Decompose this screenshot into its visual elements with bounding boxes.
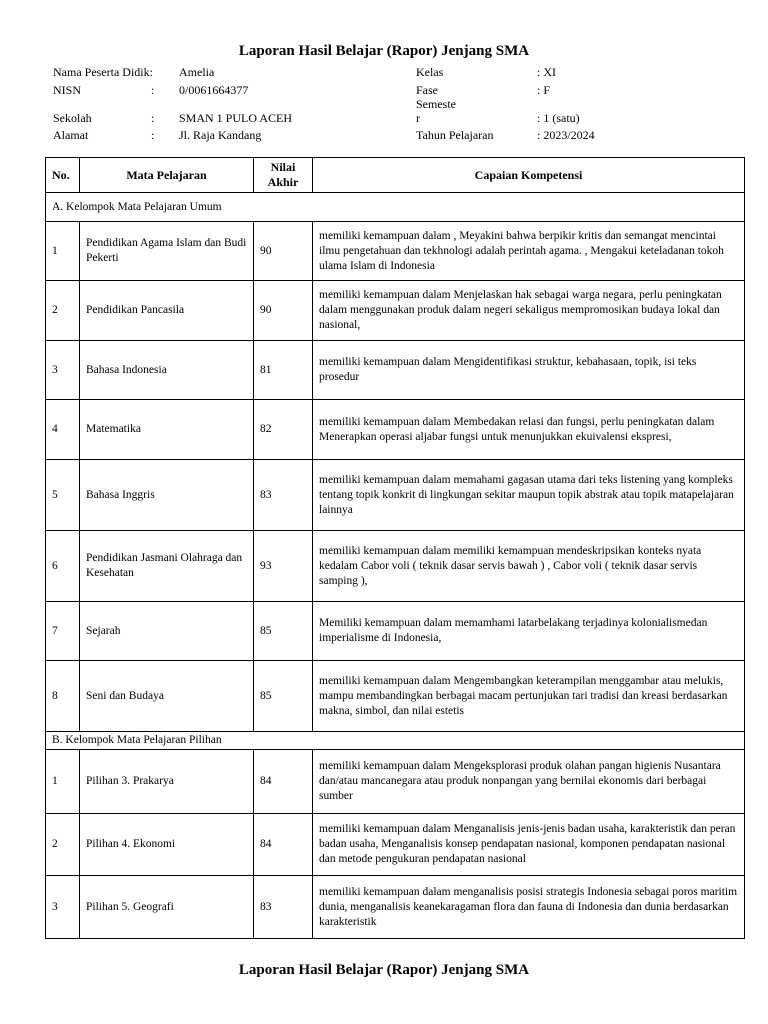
row-competency: memiliki kemampuan dalam menganalisis posisi strategis Indonesia sebagai poros maritim dunia, menganalisis keanekaragaman flora dan fauna di Indonesia dan dunia berdasarkan karakteristik	[313, 876, 745, 939]
header-capaian-kompetensi: Capaian Kompetensi	[313, 158, 745, 193]
semester-label-line1: Semeste	[416, 97, 456, 111]
nisn-separator: :	[151, 83, 155, 97]
table-row	[46, 876, 745, 939]
row-number: 5	[46, 460, 80, 531]
row-score: 85	[254, 602, 313, 661]
table-row	[46, 531, 745, 602]
row-score: 82	[254, 400, 313, 460]
row-subject: Pendidikan Agama Islam dan Budi Pekerti	[80, 222, 254, 281]
header-no: No.	[46, 158, 80, 193]
row-subject: Pilihan 5. Geografi	[80, 876, 254, 939]
table-row	[46, 814, 745, 876]
row-score: 85	[254, 661, 313, 732]
report-title-repeat: Laporan Hasil Belajar (Rapor) Jenjang SMA	[238, 962, 530, 978]
alamat-separator: :	[151, 128, 155, 142]
row-score: 81	[254, 341, 313, 400]
row-number: 2	[46, 814, 80, 876]
row-competency: memiliki kemampuan dalam Menjelaskan hak sebagai warga negara, perlu peningkatan dalam menggunakan produk dalam negeri sekaligus mempromosikan budaya lokal dan nasional,	[313, 281, 745, 341]
row-number: 3	[46, 876, 80, 939]
row-score: 83	[254, 460, 313, 531]
row-competency: memiliki kemampuan dalam Mengidentifikasi struktur, kebahasaan, topik, isi teks prosedur	[313, 341, 745, 400]
alamat-label: Alamat	[53, 128, 89, 142]
tahun-label: Tahun Pelajaran	[416, 128, 494, 142]
row-number: 8	[46, 661, 80, 732]
table-row	[46, 750, 745, 814]
table-header-row	[46, 158, 745, 193]
header-nilai-line2: Akhir	[267, 175, 299, 189]
row-subject: Pendidikan Jasmani Olahraga dan Kesehatan	[80, 531, 254, 602]
table-row	[46, 602, 745, 661]
row-competency: Memiliki kemampuan dalam memamhami latarbelakang terjadinya kolonialismedan imperialisme di Indonesia,	[313, 602, 745, 661]
sekolah-separator: :	[151, 111, 155, 125]
row-subject: Bahasa Inggris	[80, 460, 254, 531]
nisn-value: 0/0061664377	[179, 83, 249, 97]
row-score: 83	[254, 876, 313, 939]
table-row	[46, 460, 745, 531]
row-number: 1	[46, 750, 80, 814]
table-row	[46, 661, 745, 732]
kelas-label: Kelas	[416, 65, 444, 79]
row-competency: memiliki kemampuan dalam Mengembangkan keterampilan menggambar atau melukis, mampu membandingkan berbagai macam pertunjukan tari tradisi dan kreasi berdasarkan makna, simbol, dan nilai estetis	[313, 661, 745, 732]
semester-value: : 1 (satu)	[537, 111, 580, 125]
row-competency: memiliki kemampuan dalam memahami gagasan utama dari teks listening yang kompleks tentang topik konkrit di lingkungan sekitar maupun topik abstrak atau topik matapelajaran lainnya	[313, 460, 745, 531]
row-score: 90	[254, 281, 313, 341]
row-subject: Pendidikan Pancasila	[80, 281, 254, 341]
row-number: 3	[46, 341, 80, 400]
nama-label: Nama Peserta Didik:	[53, 65, 153, 79]
row-subject: Seni dan Budaya	[80, 661, 254, 732]
table-row	[46, 341, 745, 400]
table-row	[46, 281, 745, 341]
row-subject: Matematika	[80, 400, 254, 460]
row-score: 90	[254, 222, 313, 281]
sekolah-label: Sekolah	[53, 111, 92, 125]
alamat-value: Jl. Raja Kandang	[179, 128, 262, 142]
header-nilai-line1: Nilai	[270, 160, 296, 174]
row-competency: memiliki kemampuan dalam , Meyakini bahwa berpikir kritis dan semangat mencintai ilmu pengetahuan dan tekhnologi adalah perintah agama. , Mengakui keteladanan tokoh ulama Islam di Indonesia	[313, 222, 745, 281]
nisn-label: NISN	[53, 83, 82, 97]
kelas-value: : XI	[537, 65, 556, 79]
row-number: 2	[46, 281, 80, 341]
section-a-label: A. Kelompok Mata Pelajaran Umum	[46, 193, 745, 222]
row-competency: memiliki kemampuan dalam Menganalisis jenis-jenis badan usaha, karakteristik dan peran badan usaha, Menganalisis konsep pendapatan nasional, komponen pendapatan nasional dan metode pengukuran pendapatan nasional	[313, 814, 745, 876]
row-subject: Pilihan 4. Ekonomi	[80, 814, 254, 876]
fase-value: : F	[537, 83, 551, 97]
table-row	[46, 400, 745, 460]
row-competency: memiliki kemampuan dalam Mengeksplorasi produk olahan pangan higienis Nusantara dan/atau mancanegara atau produk nonpangan yang bernilai ekonomis dari berbagai sumber	[313, 750, 745, 814]
row-subject: Bahasa Indonesia	[80, 341, 254, 400]
section-b-row	[46, 732, 745, 750]
nama-value: Amelia	[179, 65, 215, 79]
fase-label: Fase	[416, 83, 438, 97]
semester-label-line2: r	[416, 111, 420, 125]
row-subject: Sejarah	[80, 602, 254, 661]
tahun-value: : 2023/2024	[537, 128, 595, 142]
row-number: 4	[46, 400, 80, 460]
section-a-row	[46, 193, 745, 222]
header-mata-pelajaran: Mata Pelajaran	[80, 158, 254, 193]
row-number: 6	[46, 531, 80, 602]
sekolah-value: SMAN 1 PULO ACEH	[179, 111, 293, 125]
grades-table	[45, 157, 745, 939]
row-number: 1	[46, 222, 80, 281]
table-row	[46, 222, 745, 281]
row-competency: memiliki kemampuan dalam memiliki kemampuan mendeskripsikan konteks nyata kedalam Cabor voli ( teknik dasar servis bawah ) , Cabor voli ( teknik dasar servis samping ),	[313, 531, 745, 602]
row-competency: memiliki kemampuan dalam Membedakan relasi dan fungsi, perlu peningkatan dalam Menerapkan operasi aljabar fungsi untuk menunjukkan ekuivalensi ekspresi,	[313, 400, 745, 460]
row-score: 93	[254, 531, 313, 602]
section-b-label: B. Kelompok Mata Pelajaran Pilihan	[46, 732, 745, 750]
row-score: 84	[254, 750, 313, 814]
row-subject: Pilihan 3. Prakarya	[80, 750, 254, 814]
report-title: Laporan Hasil Belajar (Rapor) Jenjang SMA	[238, 43, 530, 59]
row-score: 84	[254, 814, 313, 876]
row-number: 7	[46, 602, 80, 661]
header-nilai-akhir	[254, 158, 313, 193]
